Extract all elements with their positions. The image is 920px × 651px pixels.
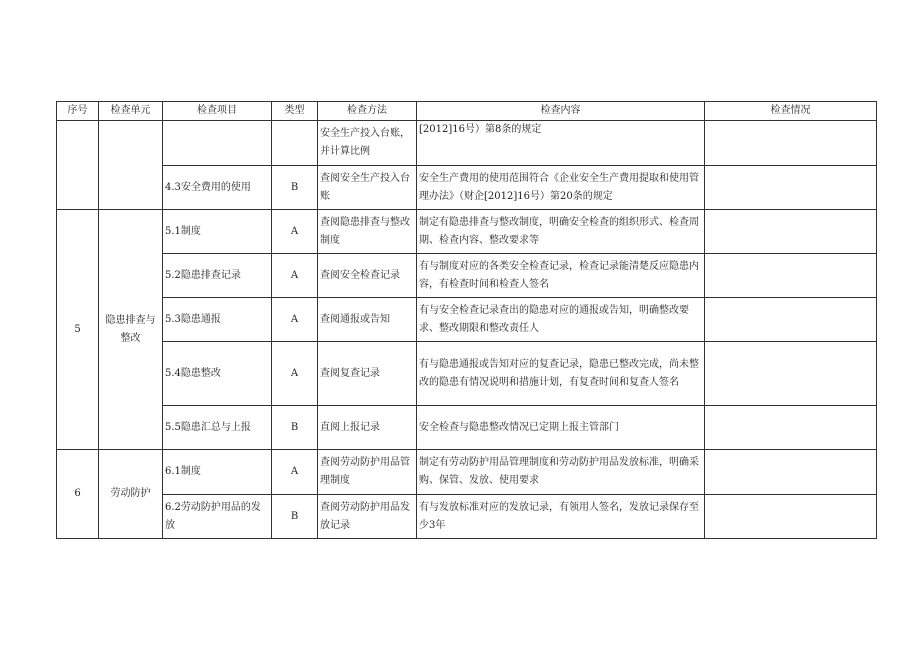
cell-unit [99, 121, 163, 210]
inspection-table [56, 101, 877, 539]
cell-method: 安全生产投入台账，并计算比例 [318, 121, 417, 166]
cell-status [705, 254, 877, 298]
cell-method: 查阅安全检查记录 [318, 254, 417, 298]
cell-type: A [272, 210, 318, 254]
cell-status [705, 342, 877, 406]
cell-type: A [272, 298, 318, 342]
table-row [57, 450, 877, 495]
cell-status [705, 121, 877, 166]
cell-content: 制定有劳动防护用品管理制度和劳动防护用品发放标准，明确采购、保管、发放、使用要求 [417, 450, 705, 495]
header-status: 检查情况 [705, 102, 877, 121]
cell-method: 查阅隐患排查与整改制度 [318, 210, 417, 254]
cell-content: 有与发放标准对应的发放记录，有领用人签名，发放记录保存至少3年 [417, 495, 705, 539]
header-unit: 检查单元 [99, 102, 163, 121]
table-row [57, 166, 877, 210]
cell-method: 查阅安全生产投入台账 [318, 166, 417, 210]
table-row [57, 254, 877, 298]
header-type: 类型 [272, 102, 318, 121]
header-no: 序号 [57, 102, 99, 121]
cell-content: 有与隐患通报或告知对应的复查记录，隐患已整改完成，尚未整改的隐患有情况说明和措施计划，有复查时间和复查人签名 [417, 342, 705, 406]
cell-content: 制定有隐患排查与整改制度，明确安全检查的组织形式、检查周期、检查内容、整改要求等 [417, 210, 705, 254]
table-row [57, 342, 877, 406]
header-row [57, 102, 877, 121]
cell-type: B [272, 495, 318, 539]
cell-method: 查阅劳动防护用品发放记录 [318, 495, 417, 539]
cell-status [705, 298, 877, 342]
cell-type: A [272, 254, 318, 298]
cell-unit: 劳动防护 [99, 450, 163, 539]
table-row [57, 298, 877, 342]
cell-content: 安全生产费用的使用范围符合《企业安全生产费用提取和使用管理办法》（财企[2012]16号）第20条的规定 [417, 166, 705, 210]
cell-method: 查阅复查记录 [318, 342, 417, 406]
cell-method: 查阅劳动防护用品管理制度 [318, 450, 417, 495]
table-row [57, 121, 877, 166]
table-row [57, 495, 877, 539]
header-content: 检查内容 [417, 102, 705, 121]
cell-method: 直阅上报记录 [318, 406, 417, 450]
cell-item [163, 121, 272, 166]
cell-no: 5 [57, 210, 99, 450]
cell-status [705, 166, 877, 210]
cell-item: 5.5隐患汇总与上报 [163, 406, 272, 450]
cell-status [705, 406, 877, 450]
cell-status [705, 450, 877, 495]
table-row [57, 406, 877, 450]
cell-status [705, 495, 877, 539]
cell-item: 6.1制度 [163, 450, 272, 495]
cell-item: 5.3隐患通报 [163, 298, 272, 342]
cell-item: 5.4隐患整改 [163, 342, 272, 406]
cell-type [272, 121, 318, 166]
header-item: 检查项目 [163, 102, 272, 121]
cell-no [57, 121, 99, 210]
cell-content: 有与制度对应的各类安全检查记录，检查记录能清楚反应隐患内容，有检查时间和检查人签名 [417, 254, 705, 298]
cell-method: 查阅通报或告知 [318, 298, 417, 342]
cell-no: 6 [57, 450, 99, 539]
cell-type: A [272, 450, 318, 495]
cell-content: 有与安全检查记录查出的隐患对应的通报或告知，明确整改要求、整改期限和整改责任人 [417, 298, 705, 342]
cell-status [705, 210, 877, 254]
header-method: 检查方法 [318, 102, 417, 121]
cell-type: B [272, 166, 318, 210]
cell-content: [2012]16号）第8条的规定 [417, 121, 705, 166]
cell-item: 4.3安全费用的使用 [163, 166, 272, 210]
cell-item: 6.2劳动防护用品的发放 [163, 495, 272, 539]
table-row [57, 210, 877, 254]
cell-unit: 隐患排查与整改 [99, 210, 163, 450]
cell-item: 5.1制度 [163, 210, 272, 254]
cell-type: A [272, 342, 318, 406]
cell-item: 5.2隐患排查记录 [163, 254, 272, 298]
cell-type: B [272, 406, 318, 450]
cell-content: 安全检查与隐患整改情况已定期上报主管部门 [417, 406, 705, 450]
